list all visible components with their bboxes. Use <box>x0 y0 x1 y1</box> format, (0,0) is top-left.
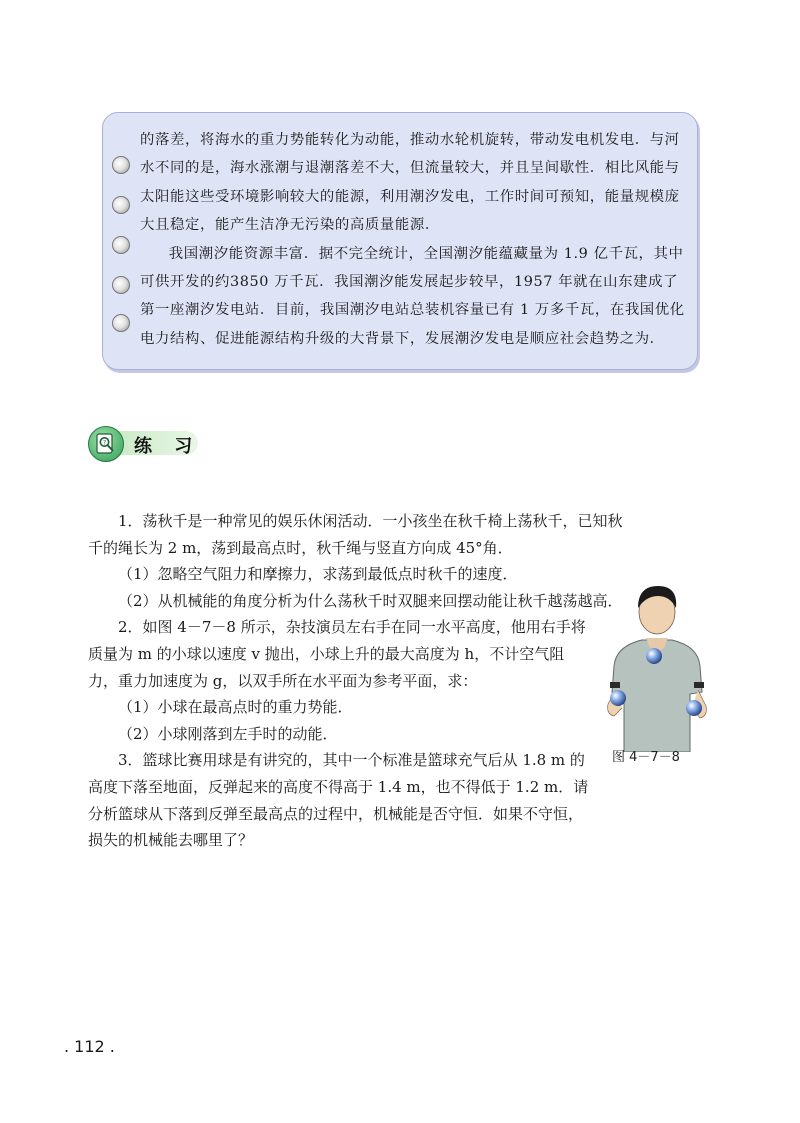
reading-paragraph-1: 的落差，将海水的重力势能转化为动能，推动水轮机旋转，带动发电机发电．与河水不同的是，海水涨潮与退潮落差不大，但流量较大，并且呈间歇性．相比风能与太阳能这些受环境影响较大的能源，利用潮汐发电，工作时间可预知，能量规模庞大且稳定，能产生洁净无污染的高质量能源． <box>140 132 680 234</box>
reading-box-text <box>140 126 688 353</box>
juggler-figure <box>594 574 720 752</box>
exercise-list <box>88 508 634 854</box>
ring-icon <box>112 314 130 332</box>
svg-text:?: ? <box>103 439 107 447</box>
practice-icon <box>88 426 124 462</box>
question-1-part-2: （2）从机械能的角度分析为什么荡秋千时双腿来回摆动能让秋千越荡越高． <box>118 591 623 610</box>
question-3: 3．篮球比赛用球是有讲究的，其中一个标准是篮球充气后从 1.8 m 的高度下落至地面，反弹起来的高度不得高于 1.4 m，也不得低于 1.2 m．请分析篮球从下落到反弹至最高点的过程中，机械能是否守恒．如果不守恒，损失的机械能去哪里了？ <box>88 751 589 850</box>
figure-caption: 图 4－7－8 <box>612 750 680 765</box>
ring-icon <box>112 276 130 294</box>
practice-header <box>86 424 206 464</box>
ball-icon <box>686 700 702 716</box>
ring-icon <box>112 236 130 254</box>
question-1: 1．荡秋千是一种常见的娱乐休闲活动．一小孩坐在秋千椅上荡秋千，已知秋千的绳长为 2 m，荡到最高点时，秋千绳与竖直方向成 45°角． <box>88 512 623 557</box>
ring-icon <box>112 156 130 174</box>
question-2-part-1: （1）小球在最高点时的重力势能． <box>118 698 353 717</box>
question-2-part-2: （2）小球刚落到左手时的动能． <box>118 724 338 743</box>
ball-icon <box>646 648 662 664</box>
practice-title: 练 习 <box>134 436 201 457</box>
ring-icon <box>112 196 130 214</box>
ball-icon <box>610 690 626 706</box>
reading-paragraph-2: 我国潮汐能资源丰富．据不完全统计，全国潮汐能蕴藏量为 1.9 亿千瓦，其中可供开发的约3850 万千瓦．我国潮汐能发展起步较早，1957 年就在山东建成了第一座潮汐发电站．目前，我国潮汐电站总装机容量已有 1 万多千瓦，在我国优化电力结构、促进能源结构升级的大背景下，发展潮汐发电是顺应社会趋势之为． <box>140 245 685 347</box>
question-1-part-1: （1）忽略空气阻力和摩擦力，求荡到最低点时秋千的速度． <box>118 565 518 584</box>
question-2: 2．如图 4－7－8 所示，杂技演员左右手在同一水平高度，他用右手将质量为 m 的小球以速度 v 抛出，小球上升的最大高度为 h，不计空气阻力，重力加速度为 g，以双手所在水平面为参考平面，求： <box>88 618 586 690</box>
page-number: . 112 . <box>64 1037 115 1056</box>
